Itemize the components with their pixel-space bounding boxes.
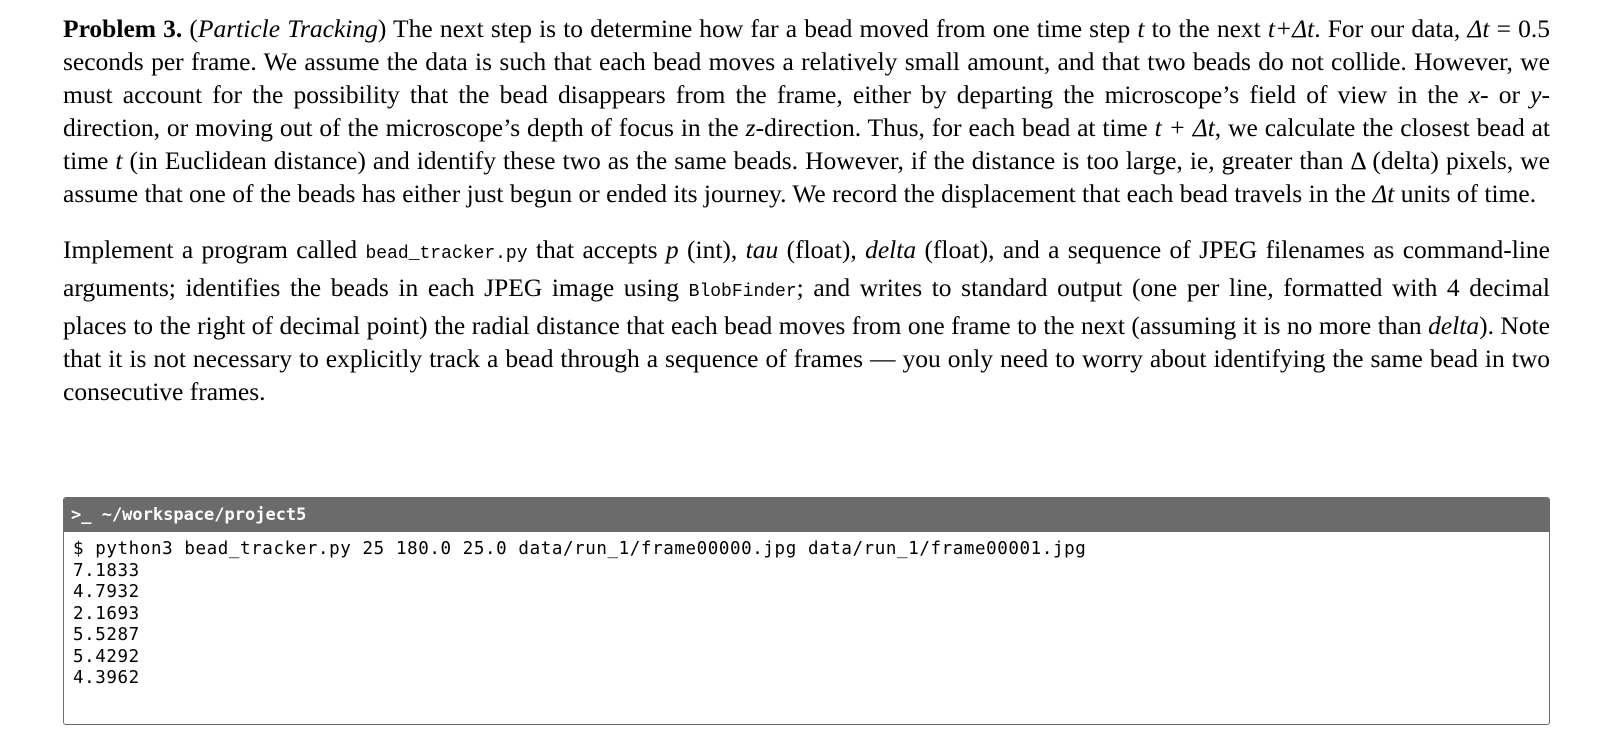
problem-topic: Particle Tracking bbox=[197, 14, 378, 43]
output-line: 5.4292 bbox=[73, 646, 140, 667]
problem-heading: Problem 3. bbox=[63, 14, 183, 43]
text-run: units of time. bbox=[1394, 179, 1537, 208]
text-run: (float), bbox=[778, 235, 866, 264]
math-expr: t+Δt bbox=[1267, 14, 1315, 43]
math-var: t bbox=[115, 146, 123, 175]
text-run: The next step is to determine how far a bead moved from one time step bbox=[393, 14, 1138, 43]
text-run: ; and writes to standard output (one per line, formatted with 4 decimal places to the right of decimal point) the radial distance that each bead moves from one frame to the next (assuming it is no more than bbox=[63, 273, 1550, 340]
text-run: ). Note that it is not necessary to explicitly track a bead through a sequence of frames — you only need to worry about identifying the same bead in two consecutive frames. bbox=[63, 311, 1550, 406]
output-line: 5.5287 bbox=[73, 625, 140, 645]
math-var: delta bbox=[865, 235, 917, 264]
terminal-output bbox=[64, 532, 1549, 690]
output-line: 4.7932 bbox=[73, 582, 140, 602]
text-run: - direction, or moving out of the microscope’s depth of focus in the bbox=[63, 80, 1550, 142]
math-expr: Δt bbox=[1372, 179, 1395, 208]
text-run: (in Euclidean distance) and identify these two as the same beads. However, if the distance is too large, ie, greater than Δ (delta) pixels, we assume that one of the beads has either just begun or ended its journey. We record the displacement that each bead travels in the bbox=[63, 146, 1550, 208]
math-var: tau bbox=[745, 235, 779, 264]
text-run: . For our data, bbox=[1314, 14, 1468, 43]
text-run: (float), and a sequence of JPEG filenames as command-line arguments; identifies the beads in each JPEG image using bbox=[63, 235, 1550, 302]
math-var: x bbox=[1468, 80, 1481, 109]
text-run: -direction. Thus, for each bead at time bbox=[755, 113, 1155, 142]
math-expr: Δt bbox=[1467, 14, 1490, 43]
code-filename: bead_tracker.py bbox=[365, 244, 528, 264]
output-line: 7.1833 bbox=[73, 560, 140, 581]
output-line: 4.3962 bbox=[73, 668, 140, 688]
terminal-command: $ python3 bead_tracker.py 25 180.0 25.0 data/run_1/frame00000.jpg data/run_1/frame00001.jpg bbox=[73, 539, 1087, 559]
output-line: 2.1693 bbox=[73, 603, 140, 624]
math-expr: t + Δt bbox=[1154, 113, 1215, 142]
text-run: , we calculate the closest bead at time bbox=[63, 113, 1551, 175]
math-var: z bbox=[745, 113, 756, 142]
text-run: (int), bbox=[678, 235, 746, 264]
text-run: Implement a program called bbox=[63, 235, 366, 264]
text-run: to the next bbox=[1144, 14, 1268, 43]
document bbox=[63, 12, 1550, 408]
math-var: y bbox=[1530, 80, 1542, 109]
math-var: p bbox=[665, 235, 679, 264]
math-var: delta bbox=[1428, 311, 1480, 340]
text-run: that accepts bbox=[527, 235, 666, 264]
paragraph-intro: Problem 3. (Particle Tracking) The next step is to determine how far a bead moved from one time step t to the next t+Δt. For our data, Δt = 0.5 seconds per frame. We assume the data is such that each bead moves a relatively small amount, and that two beads do not collide. However, we must account for the possibility that the bead disappears from the frame, either by departing the microscope’s field of view in the x- or y- direction, or moving out of the microscope’s depth of focus in the z-direction. Thus, for each bead at time t + Δt, we calculate the closest bead at time t (in Euclidean distance) and identify these two as the same beads. However, if the distance is too large, ie, greater than Δ (delta) pixels, we assume that one of the beads has either just begun or ended its journey. We record the displacement that each bead travels in the Δt units of time. bbox=[63, 14, 1551, 208]
math-var: t bbox=[1137, 14, 1145, 43]
terminal-window bbox=[63, 497, 1550, 725]
code-classname: BlobFinder bbox=[688, 282, 797, 302]
terminal-title: >_ ~/workspace/project5 bbox=[64, 498, 1549, 532]
text-run: = 0.5 seconds per frame. We assume the data is such that each bead moves a relatively small amount, and that two beads do not collide. However, we must account for the possibility that the bead disappears from the frame, either by departing the microscope’s field of view in the bbox=[63, 14, 1551, 109]
paragraph-task bbox=[63, 233, 1550, 408]
text-run: - or bbox=[1480, 80, 1531, 109]
